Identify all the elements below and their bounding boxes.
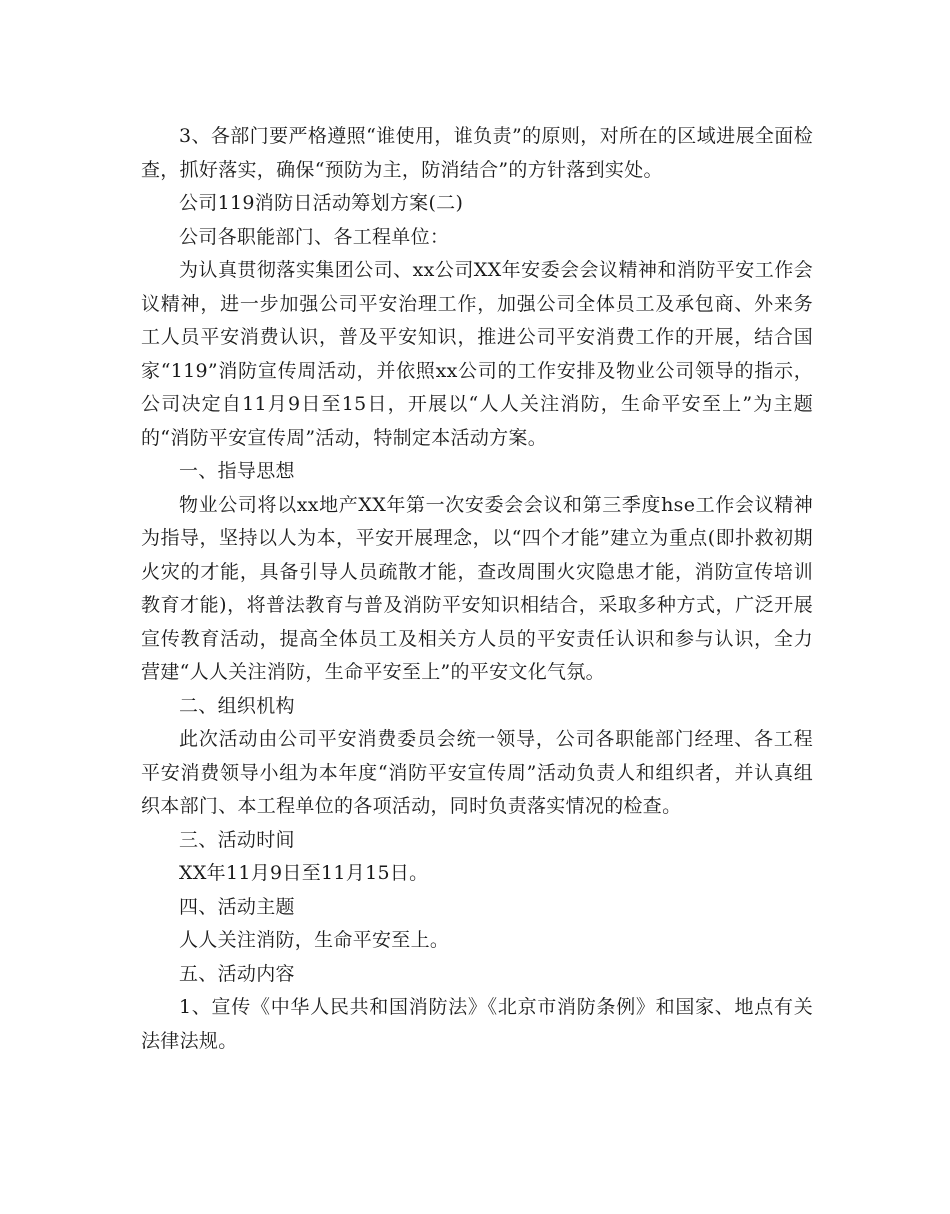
document-subtitle: 公司119消防日活动筹划方案(二) <box>179 192 464 214</box>
paragraph-activity-time: XX年11月9日至11月15日。 <box>179 862 429 884</box>
section-heading-organization: 二、组织机构 <box>179 694 295 717</box>
paragraph-activity-content-1: 1、宣传《中华人民共和国消防法》《北京市消防条例》和国家、地点有关法律法规。 <box>141 996 813 1052</box>
section-heading-activity-theme: 四、活动主题 <box>179 895 295 918</box>
paragraph-guiding-ideology: 物业公司将以xx地产XX年第一次安委会会议和第三季度hse工作会议精神为指导，坚持以人为本，平安开展理念，以“四个才能”建立为重点(即扑救初期火灾的才能，具备引导人员疏散才能，查改周围火灾隐患才能，消防宣传培训教育才能)，将普法教育与普及消防平安知识相结合，采取多种方式，广泛开展宣传教育活动，提高全体员工及相关方人员的平安责任认识和参与认识，全力营建“人人关注消防，生命平安至上”的平安文化气氛。 <box>141 493 813 683</box>
paragraph-responsibility: 3、各部门要严格遵照“谁使用，谁负责”的原则，对所在的区域进展全面检查，抓好落实，确保“预防为主，防消结合”的方针落到实处。 <box>141 125 813 181</box>
section-heading-activity-time: 三、活动时间 <box>179 828 295 851</box>
paragraph-activity-theme: 人人关注消防，生命平安至上。 <box>179 929 450 951</box>
paragraph-organization: 此次活动由公司平安消费委员会统一领导，公司各职能部门经理、各工程平安消费领导小组为本年度“消防平安宣传周”活动负责人和组织者，并认真组织本部门、本工程单位的各项活动，同时负责落实情况的检查。 <box>141 728 813 817</box>
document-body <box>141 120 813 1058</box>
section-heading-guiding-ideology: 一、指导思想 <box>179 460 295 482</box>
section-heading-activity-content: 五、活动内容 <box>179 962 295 985</box>
salutation: 公司各职能部门、各工程单位： <box>179 225 450 248</box>
paragraph-intro: 为认真贯彻落实集团公司、xx公司XX年安委会会议精神和消防平安工作会议精神，进一步加强公司平安治理工作，加强公司全体员工及承包商、外来务工人员平安消费认识，普及平安知识，推进公司平安消费工作的开展，结合国家“119”消防宣传周活动，并依照xx公司的工作安排及物业公司领导的指示，公司决定自11月9日至15日，开展以“人人关注消防，生命平安至上”为主题的“消防平安宣传周”活动，特制定本活动方案。 <box>141 259 813 449</box>
